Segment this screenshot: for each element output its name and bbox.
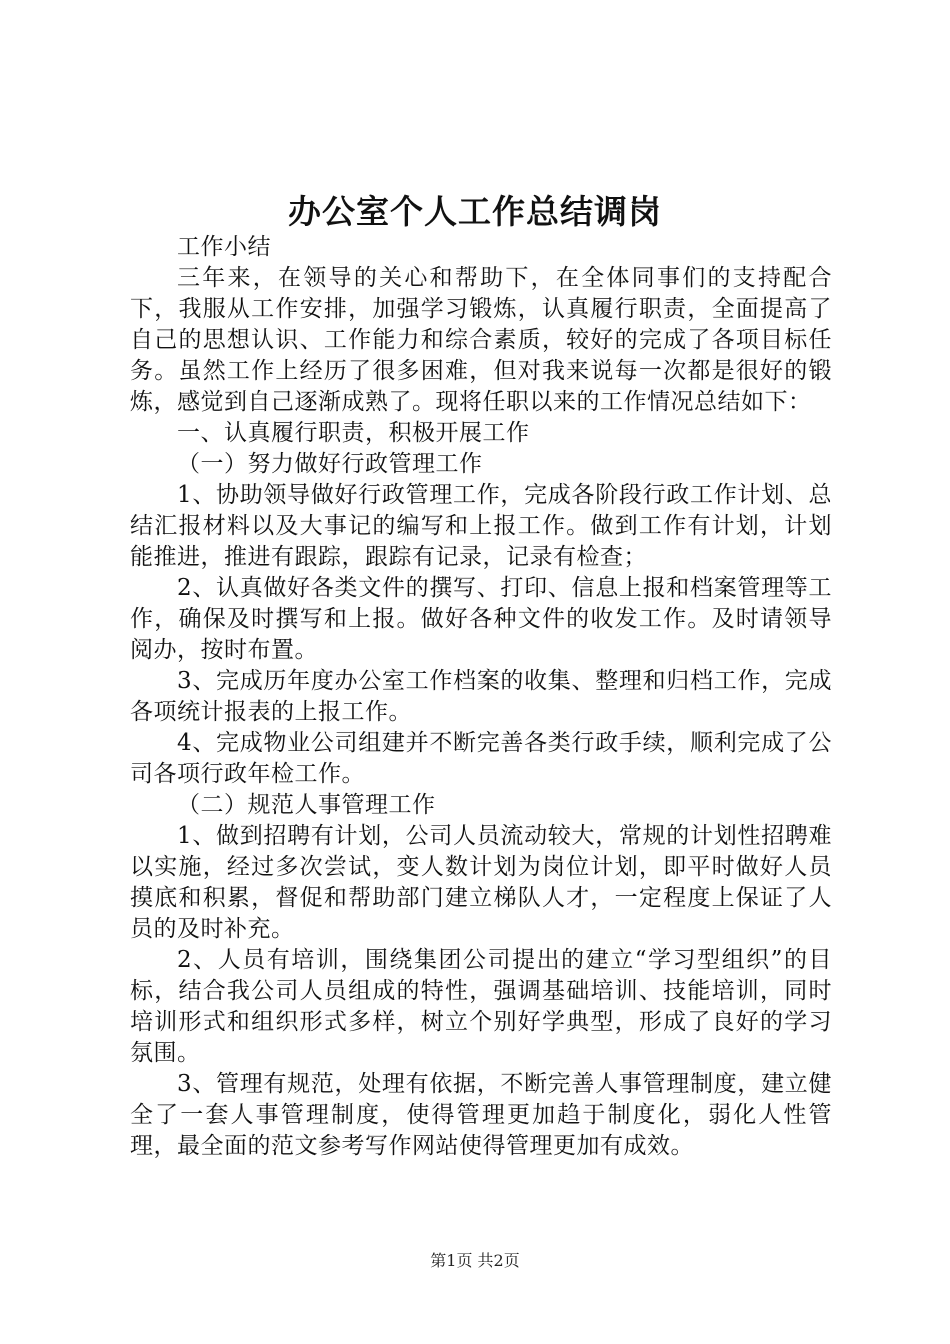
subsection-heading-admin: （一）努力做好行政管理工作: [177, 451, 483, 477]
paragraph-intro: 三年来，在领导的关心和帮助下，在全体同事们的支持配合下，我服从工作安排，加强学习锻炼，认真履行职责，全面提高了自己的思想认识、工作能力和综合素质，较好的完成了各项目标任务。虽然工作上经历了很多困难，但对我来说每一次都是很好的锻炼，感觉到自己逐渐成熟了。现将任职以来的工作情况总结如下：: [130, 265, 832, 415]
paragraph-hr-item-2: 2、人员有培训，围绕集团公司提出的建立“学习型组织”的目标，结合我公司人员组成的特性，强调基础培训、技能培训，同时培训形式和组织形式多样，树立个别好学典型，形成了良好的学习氛围。: [130, 947, 832, 1066]
paragraph-hr-item-3: 3、管理有规范，处理有依据，不断完善人事管理制度，建立健全了一套人事管理制度，使得管理更加趋于制度化，弱化人性管理，最全面的范文参考写作网站使得管理更加有成效。: [130, 1071, 832, 1159]
document-body: [130, 232, 832, 1162]
paragraph-admin-item-4: 4、完成物业公司组建并不断完善各类行政手续，顺利完成了公司各项行政年检工作。: [130, 730, 832, 787]
section-heading-1: 一、认真履行职责，积极开展工作: [177, 420, 530, 446]
paragraph-admin-item-2: 2、认真做好各类文件的撰写、打印、信息上报和档案管理等工作，确保及时撰写和上报。做好各种文件的收发工作。及时请领导阅办，按时布置。: [130, 575, 832, 663]
subsection-heading-hr: （二）规范人事管理工作: [177, 792, 436, 818]
paragraph-admin-item-1: 1、协助领导做好行政管理工作，完成各阶段行政工作计划、总结汇报材料以及大事记的编写和上报工作。做到工作有计划，计划能推进，推进有跟踪，跟踪有记录，记录有检查；: [130, 482, 832, 570]
paragraph-admin-item-3: 3、完成历年度办公室工作档案的收集、整理和归档工作，完成各项统计报表的上报工作。: [130, 668, 832, 725]
paragraph-hr-item-1: 1、做到招聘有计划，公司人员流动较大，常规的计划性招聘难以实施，经过多次尝试，变人数计划为岗位计划，即平时做好人员摸底和积累，督促和帮助部门建立梯队人才，一定程度上保证了人员的及时补充。: [130, 823, 832, 942]
paragraph-heading-summary: 工作小结: [177, 234, 271, 260]
page-footer: 第1页 共2页: [430, 1251, 520, 1270]
document-title: 办公室个人工作总结调岗: [288, 192, 662, 231]
